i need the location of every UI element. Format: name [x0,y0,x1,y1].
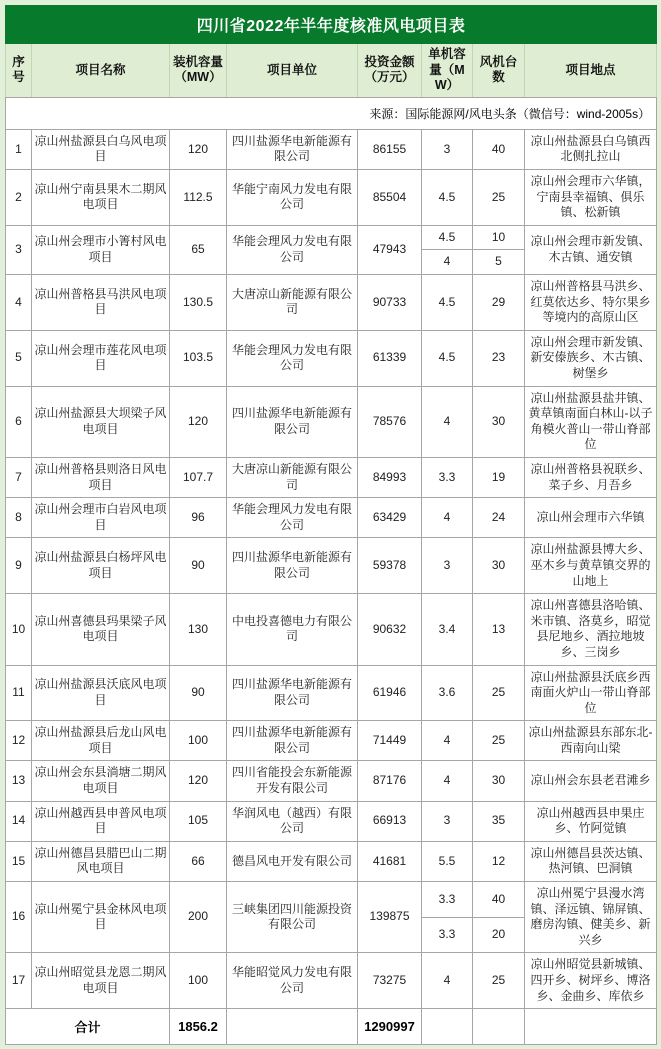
cell-location: 凉山州会理市新发镇、木古镇、通安镇 [525,225,657,274]
cell-project-name: 凉山州盐源县后龙山风电项目 [32,721,170,761]
cell-capacity: 96 [170,498,227,538]
source-row [6,97,657,129]
cell-turbine-count: 35 [473,801,525,841]
cell-no: 7 [6,457,32,497]
cell-location: 凉山州盐源县博大乡、巫木乡与黄草镇交界的山地上 [525,538,657,594]
col-header-investment: 投资金额（万元） [358,44,422,98]
cell-turbine-count: 20 [473,917,525,953]
cell-project-name: 凉山州德昌县腊巴山二期风电项目 [32,841,170,881]
cell-unit-capacity: 3 [422,801,473,841]
cell-unit-capacity: 4.5 [422,225,473,250]
cell-location: 凉山州会理市六华镇 [525,498,657,538]
cell-investment: 73275 [358,953,422,1009]
wind-projects-table [5,5,657,1045]
cell-project-name: 凉山州会东县淌塘二期风电项目 [32,761,170,801]
cell-company: 大唐凉山新能源有限公司 [227,457,358,497]
table-row [6,275,657,331]
cell-unit-capacity: 3 [422,538,473,594]
column-header-row [6,44,657,98]
cell-investment: 86155 [358,129,422,169]
cell-company: 德昌风电开发有限公司 [227,841,358,881]
cell-capacity: 90 [170,665,227,721]
cell-unit-capacity: 4 [422,498,473,538]
cell-capacity: 200 [170,882,227,953]
title-row [6,6,657,44]
cell-capacity: 100 [170,721,227,761]
cell-project-name: 凉山州宁南县果木二期风电项目 [32,170,170,226]
cell-turbine-count: 25 [473,953,525,1009]
cell-no: 4 [6,275,32,331]
cell-project-name: 凉山州越西县申普风电项目 [32,801,170,841]
col-header-project-name: 项目名称 [32,44,170,98]
cell-turbine-count: 24 [473,498,525,538]
cell-investment: 61946 [358,665,422,721]
table-row [6,538,657,594]
table-row [6,498,657,538]
cell-unit-capacity: 4.5 [422,330,473,386]
cell-location: 凉山州盐源县盐井镇、黄草镇南面白林山-以子角模火普山一带山脊部位 [525,386,657,457]
table-body [6,129,657,1008]
table-row [6,170,657,226]
cell-turbine-count: 30 [473,386,525,457]
table-row [6,457,657,497]
cell-investment: 71449 [358,721,422,761]
table-row [6,721,657,761]
cell-no: 12 [6,721,32,761]
cell-project-name: 凉山州昭觉县龙恩二期风电项目 [32,953,170,1009]
cell-project-name: 凉山州盐源县白杨坪风电项目 [32,538,170,594]
cell-capacity: 112.5 [170,170,227,226]
cell-project-name: 凉山州普格县则洛日风电项目 [32,457,170,497]
col-header-unit-capacity: 单机容量（MW） [422,44,473,98]
cell-unit-capacity: 3.3 [422,917,473,953]
page-title: 四川省2022年半年度核准风电项目表 [6,6,657,44]
cell-location: 凉山州冕宁县漫水湾镇、泽远镇、锦屏镇、磨房沟镇、健美乡、新兴乡 [525,882,657,953]
cell-capacity: 120 [170,129,227,169]
cell-investment: 41681 [358,841,422,881]
cell-unit-capacity: 4.5 [422,170,473,226]
cell-turbine-count: 5 [473,250,525,275]
cell-no: 6 [6,386,32,457]
cell-location: 凉山州会东县老君滩乡 [525,761,657,801]
col-header-no: 序号 [6,44,32,98]
cell-location: 凉山州会理市六华镇，宁南县幸福镇、俱乐镇、松新镇 [525,170,657,226]
cell-turbine-count: 25 [473,721,525,761]
cell-turbine-count: 30 [473,538,525,594]
cell-no: 13 [6,761,32,801]
cell-capacity: 120 [170,761,227,801]
cell-no: 8 [6,498,32,538]
total-row [6,1009,657,1045]
cell-investment: 139875 [358,882,422,953]
cell-unit-capacity: 4 [422,761,473,801]
cell-investment: 47943 [358,225,422,274]
table-row [6,594,657,665]
cell-company: 三峡集团四川能源投资有限公司 [227,882,358,953]
cell-unit-capacity: 5.5 [422,841,473,881]
total-capacity: 1856.2 [170,1009,227,1045]
cell-location: 凉山州德昌县茨达镇、热河镇、巴洞镇 [525,841,657,881]
cell-company: 大唐凉山新能源有限公司 [227,275,358,331]
cell-turbine-count: 40 [473,129,525,169]
table-row [6,386,657,457]
cell-unit-capacity: 4 [422,386,473,457]
cell-capacity: 120 [170,386,227,457]
cell-company: 华能会理风力发电有限公司 [227,225,358,274]
cell-investment: 90733 [358,275,422,331]
cell-no: 3 [6,225,32,274]
table-row [6,801,657,841]
cell-capacity: 100 [170,953,227,1009]
cell-location: 凉山州盐源县沃底乡西南面火炉山一带山脊部位 [525,665,657,721]
cell-location: 凉山州普格县马洪乡、红莫依达乡、特尔果乡等境内的高原山区 [525,275,657,331]
cell-turbine-count: 10 [473,225,525,250]
cell-company: 华能宁南风力发电有限公司 [227,170,358,226]
cell-unit-capacity: 4.5 [422,275,473,331]
cell-project-name: 凉山州冕宁县金林风电项目 [32,882,170,953]
col-header-company: 项目单位 [227,44,358,98]
cell-unit-capacity: 3.3 [422,457,473,497]
cell-company: 四川盐源华电新能源有限公司 [227,129,358,169]
cell-project-name: 凉山州会理市小箐村风电项目 [32,225,170,274]
total-unit-empty [422,1009,473,1045]
cell-no: 17 [6,953,32,1009]
total-turbines-empty [473,1009,525,1045]
cell-company: 华能会理风力发电有限公司 [227,330,358,386]
cell-no: 5 [6,330,32,386]
cell-company: 中电投喜德电力有限公司 [227,594,358,665]
cell-project-name: 凉山州普格县马洪风电项目 [32,275,170,331]
cell-capacity: 107.7 [170,457,227,497]
cell-turbine-count: 12 [473,841,525,881]
cell-unit-capacity: 4 [422,953,473,1009]
total-location-empty [525,1009,657,1045]
cell-no: 1 [6,129,32,169]
cell-no: 2 [6,170,32,226]
cell-turbine-count: 19 [473,457,525,497]
cell-location: 凉山州喜德县洛哈镇、米市镇、洛莫乡，昭觉县尼地乡、酒拉地坡乡、三岗乡 [525,594,657,665]
cell-unit-capacity: 4 [422,250,473,275]
cell-investment: 66913 [358,801,422,841]
col-header-location: 项目地点 [525,44,657,98]
cell-turbine-count: 29 [473,275,525,331]
total-label: 合计 [6,1009,170,1045]
cell-turbine-count: 23 [473,330,525,386]
cell-turbine-count: 25 [473,665,525,721]
cell-no: 15 [6,841,32,881]
total-investment: 1290997 [358,1009,422,1045]
cell-investment: 90632 [358,594,422,665]
cell-project-name: 凉山州盐源县沃底风电项目 [32,665,170,721]
cell-unit-capacity: 3 [422,129,473,169]
cell-company: 四川盐源华电新能源有限公司 [227,538,358,594]
cell-capacity: 65 [170,225,227,274]
cell-unit-capacity: 3.6 [422,665,473,721]
cell-unit-capacity: 4 [422,721,473,761]
cell-no: 9 [6,538,32,594]
cell-turbine-count: 25 [473,170,525,226]
cell-company: 华能昭觉风力发电有限公司 [227,953,358,1009]
cell-no: 14 [6,801,32,841]
cell-investment: 59378 [358,538,422,594]
cell-investment: 87176 [358,761,422,801]
cell-capacity: 66 [170,841,227,881]
source-note: 来源：国际能源网/风电头条（微信号：wind-2005s） [6,97,657,129]
cell-location: 凉山州会理市新发镇、新安傣族乡、木古镇、树堡乡 [525,330,657,386]
col-header-turbines: 风机台数 [473,44,525,98]
cell-no: 11 [6,665,32,721]
cell-location: 凉山州普格县祝联乡、菜子乡、月吾乡 [525,457,657,497]
cell-company: 四川盐源华电新能源有限公司 [227,386,358,457]
cell-project-name: 凉山州喜德县玛果梁子风电项目 [32,594,170,665]
cell-capacity: 130.5 [170,275,227,331]
cell-company: 四川盐源华电新能源有限公司 [227,665,358,721]
cell-project-name: 凉山州盐源县大坝梁子风电项目 [32,386,170,457]
cell-capacity: 90 [170,538,227,594]
table-row [6,225,657,250]
table-row [6,953,657,1009]
col-header-capacity: 装机容量（MW） [170,44,227,98]
cell-unit-capacity: 3.4 [422,594,473,665]
total-company-empty [227,1009,358,1045]
cell-capacity: 103.5 [170,330,227,386]
cell-turbine-count: 13 [473,594,525,665]
table-row [6,841,657,881]
cell-turbine-count: 30 [473,761,525,801]
cell-capacity: 105 [170,801,227,841]
table-row [6,129,657,169]
cell-investment: 61339 [358,330,422,386]
cell-company: 华润风电（越西）有限公司 [227,801,358,841]
cell-investment: 63429 [358,498,422,538]
cell-investment: 85504 [358,170,422,226]
cell-turbine-count: 40 [473,882,525,918]
cell-location: 凉山州昭觉县新城镇、四开乡、树坪乡、博洛乡、金曲乡、库依乡 [525,953,657,1009]
cell-project-name: 凉山州会理市莲花风电项目 [32,330,170,386]
table-row [6,882,657,918]
table-row [6,761,657,801]
cell-location: 凉山州盐源县白乌镇西北侧扎拉山 [525,129,657,169]
cell-no: 10 [6,594,32,665]
cell-no: 16 [6,882,32,953]
cell-location: 凉山州越西县申果庄乡、竹阿觉镇 [525,801,657,841]
cell-company: 华能会理风力发电有限公司 [227,498,358,538]
cell-company: 四川省能投会东新能源开发有限公司 [227,761,358,801]
cell-project-name: 凉山州会理市白岩风电项目 [32,498,170,538]
cell-location: 凉山州盐源县东部东北-西南向山梁 [525,721,657,761]
cell-project-name: 凉山州盐源县白乌风电项目 [32,129,170,169]
cell-investment: 84993 [358,457,422,497]
table-row [6,665,657,721]
cell-unit-capacity: 3.3 [422,882,473,918]
table-row [6,330,657,386]
cell-company: 四川盐源华电新能源有限公司 [227,721,358,761]
cell-capacity: 130 [170,594,227,665]
cell-investment: 78576 [358,386,422,457]
